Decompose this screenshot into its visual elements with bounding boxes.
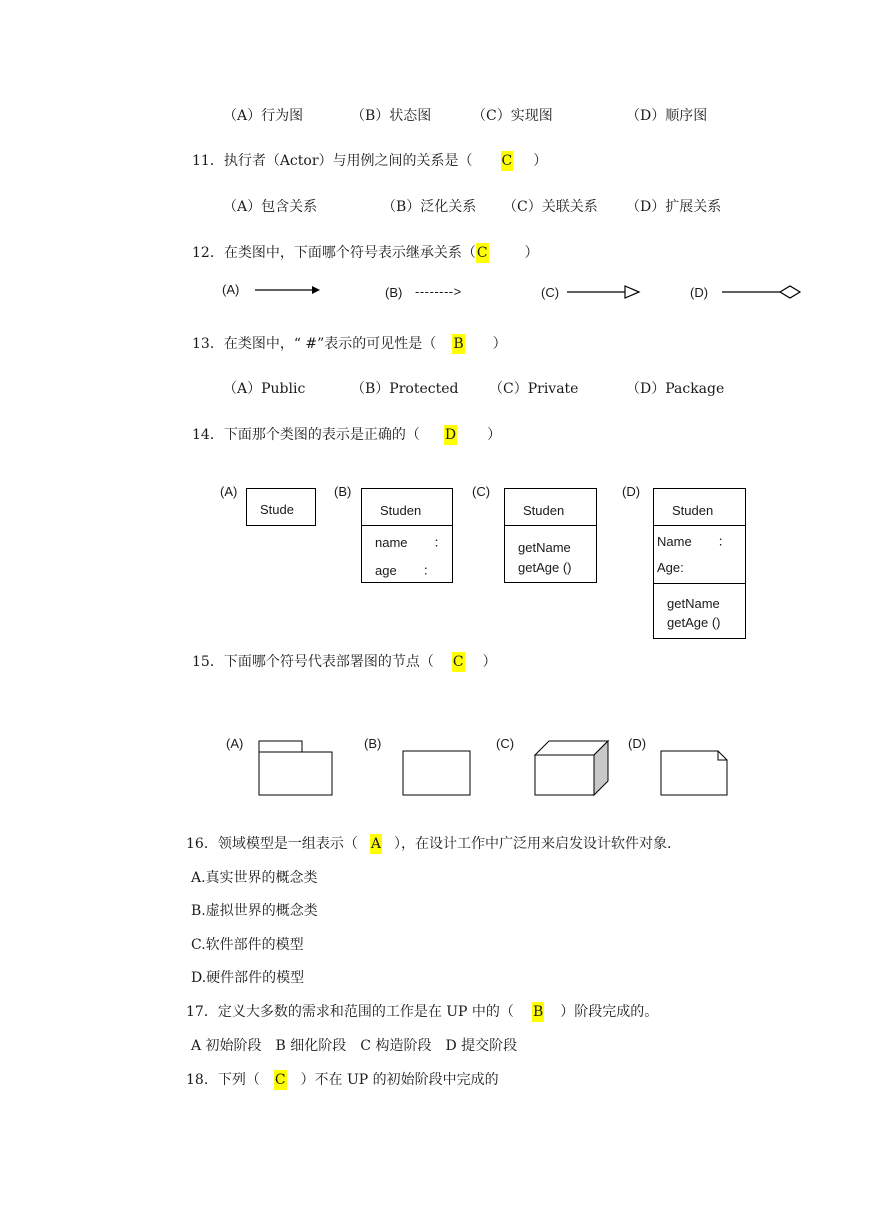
class-b-name: Studen [380,503,422,518]
q11-stem: 11．执行者（Actor）与用例之间的关系是（ C ） [192,153,548,169]
q15-label-b: (B) [364,736,382,751]
q15-label-a: (A) [226,736,244,751]
q10-option-a: （A）行为图 [223,108,304,124]
node-cube-icon [534,740,610,798]
class-c-divider [505,525,596,526]
q18-answer: C [274,1072,286,1088]
q13-option-b: （B）Protected [351,381,459,397]
class-c-op: getAge () [518,560,572,575]
class-d-attr: Name ： [657,534,731,549]
q11-answer: C [501,153,513,169]
q16-stem: 16．领域模型是一组表示（ A ），在设计工作中广泛用来启发设计软件对象. [186,836,672,852]
q17-options: A 初始阶段 B 细化阶段 C 构造阶段 D 提交阶段 [191,1038,518,1054]
q10-option-b: （B）状态图 [351,108,432,124]
q17-stem: 17．定义大多数的需求和范围的工作是在 UP 中的（ B ）阶段完成的。 [186,1004,659,1020]
q15-stem: 15．下面哪个符号代表部署图的节点（ C ） [192,654,497,670]
class-d-divider [654,583,745,584]
q14-label-c: (C) [472,484,491,499]
q16-option-c: C.软件部件的模型 [191,937,304,953]
aggregation-diamond-icon [722,285,804,299]
q16-option-b: B.虚拟世界的概念类 [191,903,318,919]
q15-label-c: (C) [496,736,515,751]
q15-label-d: (D) [628,736,647,751]
q12-label-a: (A) [222,282,240,297]
q15-answer: C [452,654,464,670]
q16-option-d: D.硬件部件的模型 [191,970,305,986]
q12-label-b: (B) [385,285,403,300]
q10-option-c: （C）实现图 [472,108,553,124]
note-icon [660,750,732,798]
class-box-b [361,488,453,583]
q14-label-d: (D) [622,484,641,499]
q11-option-d: （D）扩展关系 [626,199,722,215]
q16-option-a: A.真实世界的概念类 [191,870,318,886]
generalization-arrow-icon [567,285,643,299]
class-c-op: getName [518,540,571,555]
q13-answer: B [453,336,464,352]
class-d-op: getName [667,596,720,611]
q11-option-c: （C）关联关系 [503,199,598,215]
q14-label-a: (A) [220,484,238,499]
q14-label-b: (B) [334,484,352,499]
class-c-name: Studen [523,503,565,518]
q14-answer: D [444,427,457,443]
class-box-d [653,488,746,639]
class-a-name: Stude [260,502,294,517]
class-box-a [246,488,316,526]
q13-stem: 13．在类图中，“ #”表示的可见性是（ B ） [192,336,507,352]
q13-option-d: （D）Package [626,381,725,397]
q17-answer: B [532,1004,544,1020]
class-b-attr: name ： [375,535,447,550]
class-b-attr: age ： [375,563,436,578]
q12-answer: C [476,245,488,261]
q12-stem: 12．在类图中，下面哪个符号表示继承关系（C ） [192,245,539,261]
class-d-divider [654,525,745,526]
q11-option-a: （A）包含关系 [223,199,318,215]
dashed-arrow-icon: --------> [415,284,462,299]
class-box-c [504,488,597,583]
solid-arrow-icon [255,284,325,296]
q10-option-d: （D）顺序图 [626,108,708,124]
q13-option-c: （C）Private [489,381,579,397]
package-icon [258,740,334,798]
class-d-name: Studen [672,503,714,518]
q14-stem: 14．下面那个类图的表示是正确的（ D ） [192,427,502,443]
class-d-attr: Age: [657,560,684,575]
rectangle-icon [402,750,474,798]
q12-label-d: (D) [690,285,709,300]
class-b-divider [362,525,452,526]
q12-label-c: (C) [541,285,560,300]
q16-answer: A [370,836,381,852]
class-d-op: getAge () [667,615,721,630]
q18-stem: 18．下列（ C ）不在 UP 的初始阶段中完成的 [186,1072,499,1088]
q13-option-a: （A）Public [223,381,306,397]
q11-option-b: （B）泛化关系 [382,199,477,215]
